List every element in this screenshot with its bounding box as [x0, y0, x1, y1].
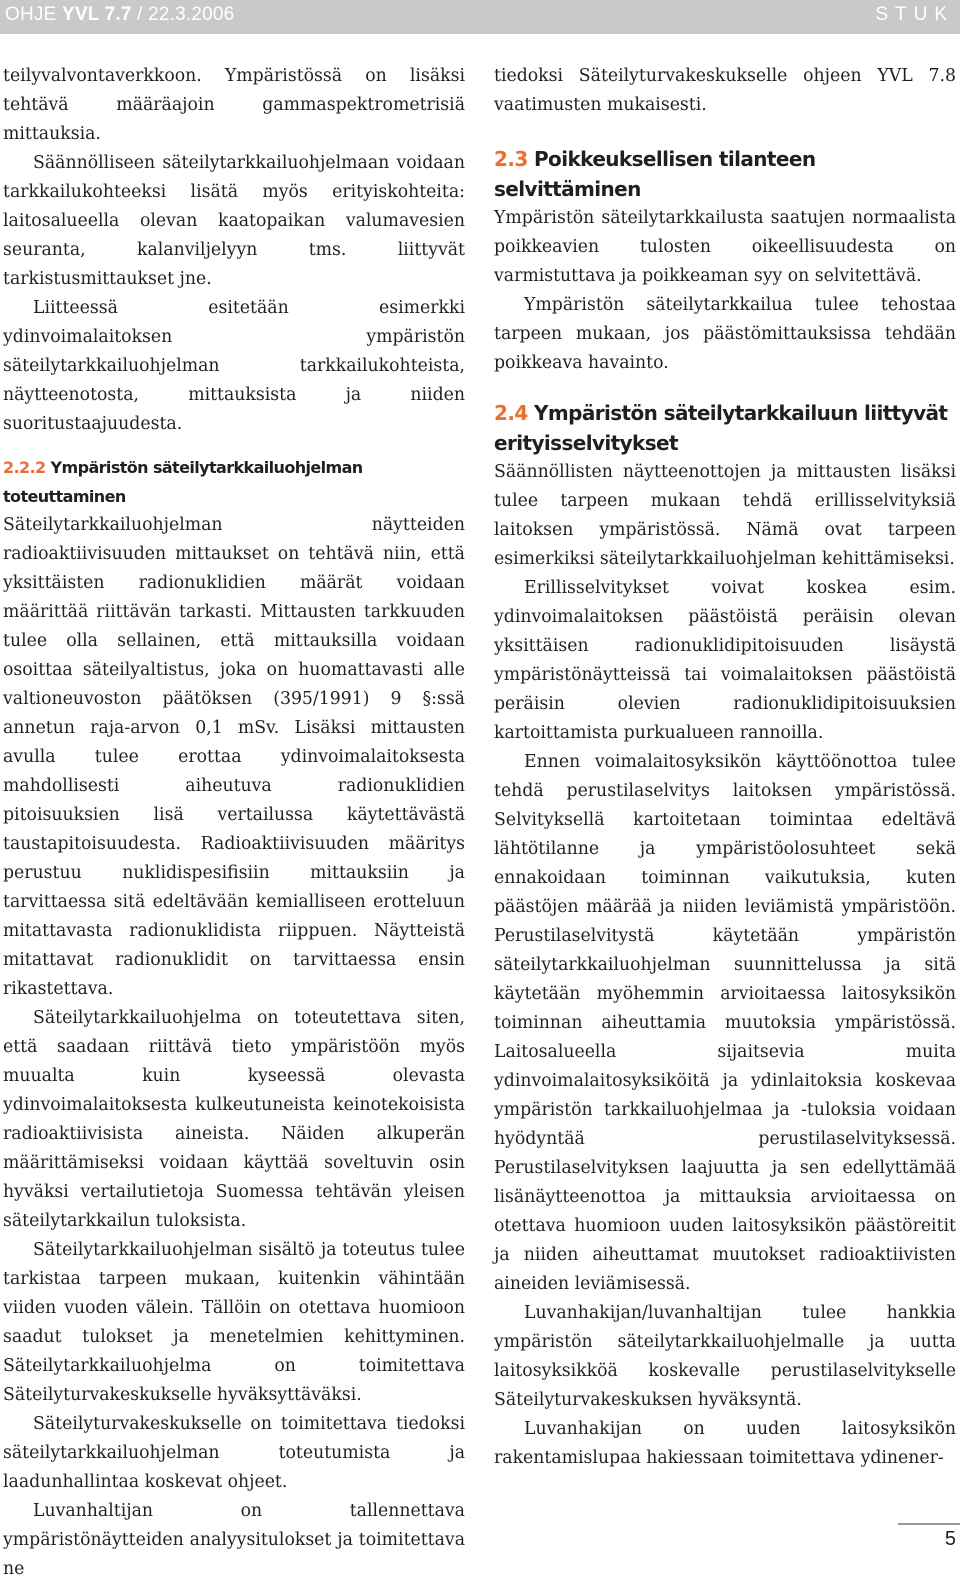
body-paragraph: tiedoksi Säteilyturvakeskukselle ohjeen YVL 7.8 vaatimusten mukaisesti. — [494, 66, 956, 115]
right-column — [494, 62, 956, 1473]
section-heading-2-2-2 — [3, 453, 465, 511]
body-paragraph: Säteilytarkkailuohjelman sisältö ja toteutus tulee tarkistaa tarpeen mukaan, kuitenkin vähintään viiden vuoden välein. Tällöin on otettava huomioon saadut tulokset ja menetelmien kehittyminen. Säteilytarkkailuohjelma on toimitettava Säteilyturvakeskukselle hyväksyttäväksi. — [3, 1240, 465, 1405]
body-paragraph: Säteilytarkkailuohjelma on toteutettava siten, että saadaan riittävä tieto ympäristöön myös muualta kuin kyseessä olevasta ydinvoimalaitoksesta kulkeutuneista keinotekoisista radioaktiivisista aineista. Näiden alkuperän määrittämiseksi voidaan käyttää soveltuvin osin hyväksi vertailutietoja Suomessa tehtävän yleisen säteilytarkkailun tuloksista. — [3, 1008, 465, 1231]
body-paragraph: Säteilyturvakeskukselle on toimitettava tiedoksi säteilytarkkailuohjelman toteutumista ja laadunhallintaa koskevat ohjeet. — [3, 1414, 465, 1492]
section-number: 2.4 — [494, 401, 528, 425]
page-header — [0, 0, 960, 34]
body-paragraph: Säteilytarkkailuohjelman näytteiden radioaktiivisuuden mittaukset on tehtävä niin, että yksittäisten radionuklidien määrät voidaan määrittää riittävän tarkasti. Mittausten tarkkuuden tulee olla sellainen, että mittauksilla voidaan osoittaa säteilyaltistus, joka on huomattavasti alle valtioneuvoston päätöksen (395/1991) 9 §:ssä annetun raja-arvon 0,1 mSv. Lisäksi mittausten avulla tulee erottaa ydinvoimalaitoksesta mahdollisesti aiheutuva radionuklidien pitoisuuksien lisä vertailussa käytettävästä taustapitoisuudesta. Radioaktiivisuuden määritys perustuu nuklidispesifisiin mittauksiin ja tarvittaessa sitä edeltävään kemialliseen erotteluun mitattavasta radionuklidista riippuen. Näytteistä mitattavat radionuklidit on tarvittaessa ensin rikastettava. — [3, 515, 465, 999]
body-paragraph: Liitteessä esitetään esimerkki ydinvoimalaitoksen ympäristön säteilytarkkailuohjelman tarkkailukohteista, näytteenotosta, mittauksista ja niiden suoritustaajuudesta. — [3, 298, 465, 434]
body-paragraph: Säännölliseen säteilytarkkailuohjelmaan voidaan tarkkailukohteeksi lisätä myös erityiskohteita: laitosalueella olevan kaatopaikan valumavesien seuranta, kalanviljelyyn tms. liittyvät tarkistusmittaukset jne. — [3, 153, 465, 289]
body-paragraph: Luvanhaltijan on tallennettava ympäristönäytteiden analyysitulokset ja toimitettava ne — [3, 1501, 465, 1579]
organization-name: STUK — [875, 4, 954, 25]
section-number: 2.2.2 — [3, 458, 46, 477]
section-title: Ympäristön säteilytarkkailuun liittyvät erityisselvitykset — [494, 401, 948, 455]
footer-rule — [898, 1523, 960, 1525]
body-paragraph: Ennen voimalaitosyksikön käyttöönottoa tulee tehdä perustilaselvitys laitoksen ympäristössä. Selvityksellä kartoitetaan toimintaa edeltävä lähtötilanne ja ympäristöolosuhteet sekä ennakoidaan toiminnan vaikutuksia, kuten päästöjen määrää ja niiden leviämistä ympäristöön. Perustilaselvitystä käytetään ympäristön säteilytarkkailuohjelman suunnittelussa ja sitä käytetään myöhemmin arvioitaessa laitosyksikön toiminnan aiheuttamia muutoksia ympäristössä. Laitosalueella sijaitsevia muita ydinvoimalaitosyksiköitä ja ydinlaitoksia koskevaa ympäristön tarkkailuohjelmaa ja -tuloksia voidaan hyödyntää perustilaselvityksessä. Perustilaselvityksen laajuutta ja sen edellyttämää lisänäytteenottoa ja mittauksia arvioitaessa on otettava huomioon uuden laitosyksikön päästöreitit ja niiden aiheuttamat muutokset radioaktiivisten aineiden leviämisessä. — [494, 752, 956, 1294]
doc-prefix: OHJE — [5, 4, 62, 25]
body-paragraph: Ympäristön säteilytarkkailua tulee tehostaa tarpeen mukaan, jos päästömittauksissa tehdään poikkeava havainto. — [494, 295, 956, 373]
body-paragraph: Luvanhakijan/luvanhaltijan tulee hankkia ympäristön säteilytarkkailuohjelmalle ja uutta laitosyksikköä koskevalle perustilaselvitykselle Säteilyturvakeskuksen hyväksyntä. — [494, 1303, 956, 1410]
doc-code: YVL 7.7 — [61, 4, 132, 25]
body-paragraph: Säännöllisten näytteenottojen ja mittausten lisäksi tulee tarpeen mukaan tehdä erillisselvityksiä laitoksen ympäristössä. Nämä ovat tarpeen esimerkiksi säteilytarkkailuohjelman kehittämiseksi. — [494, 462, 956, 569]
section-heading-2-3 — [494, 144, 956, 204]
body-paragraph: Erillisselvitykset voivat koskea esim. ydinvoimalaitoksen päästöistä peräisin olevan yksittäisen radionuklidipitoisuuden lisäystä ympäristönäytteissä tai voimalaitoksen päästöistä peräisin olevien radionuklidipitoisuuksien kartoittamista purkualueen rannoilla. — [494, 578, 956, 743]
body-paragraph: teilyvalvontaverkkoon. Ympäristössä on lisäksi tehtävä määräajoin gammaspektrometrisiä mittauksia. — [3, 66, 465, 144]
section-heading-2-4 — [494, 398, 956, 458]
document-id — [5, 4, 234, 26]
page-number: 5 — [944, 1528, 956, 1550]
left-column — [3, 62, 465, 1584]
doc-date: / 22.3.2006 — [131, 4, 235, 25]
body-paragraph: Luvanhakijan on uuden laitosyksikön rakentamislupaa hakiessaan toimitettava ydinener- — [494, 1419, 956, 1468]
section-number: 2.3 — [494, 147, 528, 171]
body-paragraph: Ympäristön säteilytarkkailusta saatujen normaalista poikkeavien tulosten oikeellisuudesta on varmistuttava ja poikkeaman syy on selvitettävä. — [494, 208, 956, 286]
section-title: Poikkeuksellisen tilanteen selvittäminen — [494, 147, 816, 201]
section-title: Ympäristön säteilytarkkailuohjelman toteuttaminen — [3, 458, 363, 506]
